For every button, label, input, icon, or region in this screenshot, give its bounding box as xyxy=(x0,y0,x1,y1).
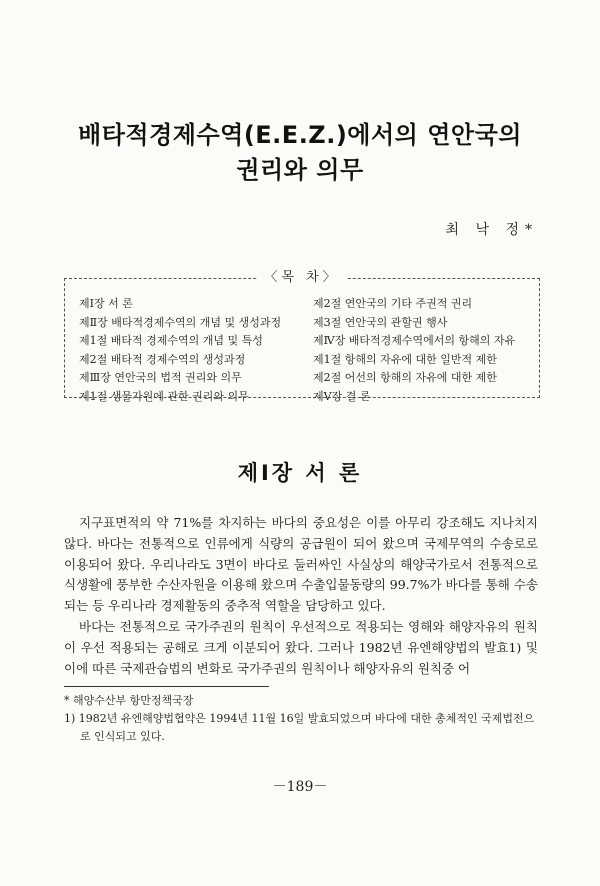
chapter-heading: 제Ⅰ장 서 론 xyxy=(237,461,363,485)
table-of-contents xyxy=(64,270,540,403)
toc-item: 제Ⅴ장 결 론 xyxy=(313,389,371,403)
title-line-2: 권리와 의무 xyxy=(236,156,364,184)
body-paragraph-2: 바다는 전통적으로 국가주권의 원칙이 우선적으로 적용되는 영해와 해양자유의 원칙이 우선 적용되는 공해로 크게 이분되어 왔다. 그러나 1982년 유엔해양법의 발효1) 및 이에 따른 국제관습법의 변화로 국가주권의 원칙이나 해양자유의 원칙중 어 xyxy=(64,618,538,676)
toc-item: 제1절 배타적 경제수역의 개념 및 특성 xyxy=(79,334,263,347)
footnote-1: 1) 1982년 유엔해양법협약은 1994년 11월 16일 발효되었으며 바다에 대한 총체적인 국제법전으로 인식되고 있다. xyxy=(64,712,535,743)
author-affiliation-note: * 해양수산부 항만정책국장 xyxy=(64,694,194,707)
toc-heading-wrap xyxy=(65,269,539,287)
toc-item: 제Ⅳ장 배타적경제수역에서의 항해의 자유 xyxy=(313,334,516,347)
title-line-1: 배타적경제수역(E.E.Z.)에서의 연안국의 xyxy=(78,121,522,149)
toc-item: 제2절 어선의 항해의 자유에 대한 제한 xyxy=(313,371,497,384)
toc-item: 제1절 항해의 자유에 대한 일반적 제한 xyxy=(313,352,497,366)
footnote-divider xyxy=(64,686,269,687)
toc-item: 제2절 연안국의 기타 주권적 권리 xyxy=(313,297,473,310)
footnotes xyxy=(64,692,538,746)
toc-item: 제Ⅲ장 연안국의 법적 권리와 의무 xyxy=(79,371,242,384)
toc-heading: 〈목 차〉 xyxy=(258,270,345,285)
toc-left-column xyxy=(79,295,281,406)
body-paragraph-1: 지구표면적의 약 71%를 차지하는 바다의 중요성은 이를 아무리 강조해도 지나치지 않다. 바다는 전통적으로 인류에게 식량의 공급원이 되어 왔으며 국제무역의 수송로로 이용되어 왔다. 우리나라도 3면이 바다로 둘러싸인 사실상의 해양국가로서 전통적으로 식생활에 풍부한 수산자원을 이용해 왔으며 수출입물동량의 99.7%가 바다를 통해 수송되는 등 우리나라 경제활동의 중추적 역할을 담당하고 있다. xyxy=(64,515,538,614)
toc-item: 제Ⅱ장 배타적경제수역의 개념 및 생성과정 xyxy=(79,315,282,329)
toc-right-column xyxy=(313,295,515,406)
toc-item: 제2절 배타적 경제수역의 생성과정 xyxy=(79,352,246,366)
toc-item: 제1절 생물자원에 관한 권리와 의무 xyxy=(79,389,249,403)
page-number: －189－ xyxy=(272,779,328,795)
body-text xyxy=(64,513,538,679)
toc-item: 제Ⅰ장 서 론 xyxy=(79,297,133,310)
toc-item: 제3절 연안국의 관할권 행사 xyxy=(313,315,448,329)
author: 최 낙 정* xyxy=(445,222,538,238)
